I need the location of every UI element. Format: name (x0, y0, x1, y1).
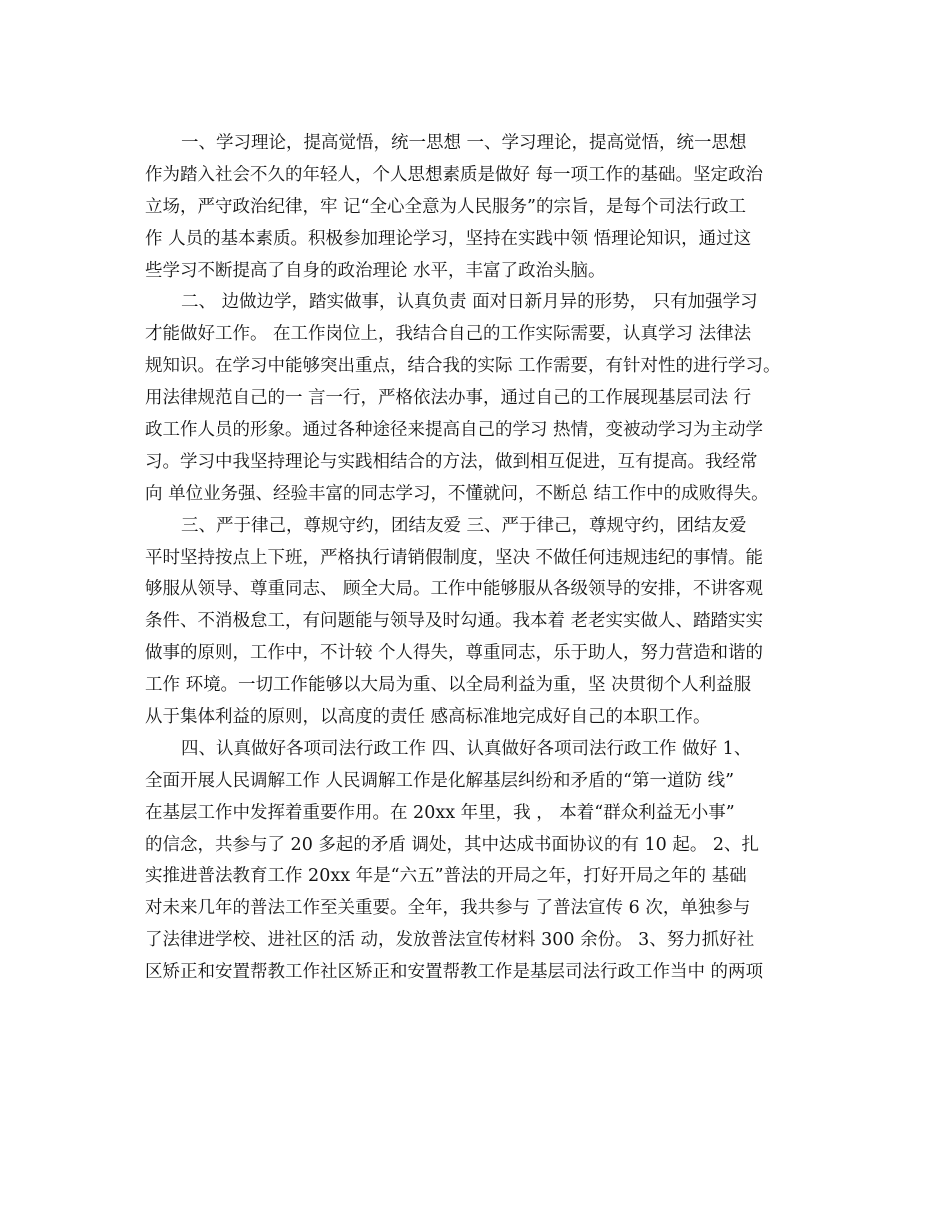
text-line: 作 人员的基本素质。积极参加理论学习，坚持在实践中领 悟理论知识，通过这 (145, 228, 752, 249)
text-line: 习。学习中我坚持理论与实践相结合的方法，做到相互促进，互有提高。我经常 (145, 451, 758, 472)
text-line: 从于集体利益的原则，以高度的责任 感高标准地完成好自己的本职工作。 (145, 707, 711, 728)
text-line: 工作 环境。一切工作能够以大局为重、以全局利益为重，坚 决贯彻个人利益服 (145, 675, 752, 696)
paragraph-heading-line: 四、认真做好各项司法行政工作 四、认真做好各项司法行政工作 做好 1、 (181, 738, 752, 759)
text-line: 政工作人员的形象。通过各种途径来提高自己的学习 热情，变被动学习为主动学 (145, 420, 764, 441)
paragraph-heading-line: 二、 边做边学，踏实做事，认真负责 面对日新月异的形势， 只有加强学习 (181, 292, 758, 313)
text-line: 实推进普法教育工作 20xx 年是“六五”普法的开局之年，打好开局之年的 基础 (145, 866, 747, 887)
text-line: 些学习不断提高了自身的政治理论 水平，丰富了政治头脑。 (145, 260, 606, 281)
text-line: 够服从领导、尊重同志、 顾全大局。工作中能够服从各级领导的安排，不讲客观 (145, 579, 764, 600)
text-line: 的信念，共参与了 20 多起的矛盾 调处，其中达成书面协议的有 10 起。 2、扎 (145, 834, 760, 855)
text-line: 向 单位业务强、经验丰富的同志学习，不懂就问，不断总 结工作中的成败得失。 (145, 483, 769, 504)
paragraph-heading-line: 三、严于律己，尊规守约，团结友爱 三、严于律己，尊规守约，团结友爱 (181, 515, 747, 536)
text-line: 平时坚持按点上下班，严格执行请销假制度，坚决 不做任何违规违纪的事情。能 (145, 547, 764, 568)
text-line: 用法律规范自己的一 言一行，严格依法办事，通过自己的工作展现基层司法 行 (145, 388, 752, 409)
paragraph-heading-line: 一、学习理论，提高觉悟，统一思想 一、学习理论，提高觉悟，统一思想 (181, 133, 747, 153)
text-line: 立场，严守政治纪律，牢 记“全心全意为人民服务”的宗旨，是每个司法行政工 (145, 196, 746, 217)
text-line: 作为踏入社会不久的年轻人，个人思想素质是做好 每一项工作的基础。坚定政治 (145, 164, 764, 185)
text-line: 条件、不消极怠工，有问题能与领导及时勾通。我本着 老老实实做人、踏踏实实 (145, 611, 764, 632)
text-line: 了法律进学校、进社区的活 动，发放普法宣传材料 300 余份。 3、努力抓好社 (145, 930, 755, 951)
text-line: 对未来几年的普法工作至关重要。全年，我共参与 了普法宣传 6 次，单独参与 (145, 898, 751, 919)
text-line: 规知识。在学习中能够突出重点，结合我的实际 工作需要，有针对性的进行学习。 (145, 356, 781, 377)
text-line: 在基层工作中发挥着重要作用。在 20xx 年里，我 ， 本着“群众利益无小事” (145, 802, 735, 823)
document-body (145, 128, 825, 989)
text-line: 做事的原则，工作中，不计较 个人得失，尊重同志，乐于助人，努力营造和谐的 (145, 643, 764, 664)
text-line: 区矫正和安置帮教工作社区矫正和安置帮教工作是基层司法行政工作当中 的两项 (145, 962, 764, 983)
text-line: 全面开展人民调解工作 人民调解工作是化解基层纠纷和矛盾的“第一道防 线” (145, 770, 735, 791)
text-line: 才能做好工作。 在工作岗位上，我结合自己的工作实际需要，认真学习 法律法 (145, 324, 752, 345)
